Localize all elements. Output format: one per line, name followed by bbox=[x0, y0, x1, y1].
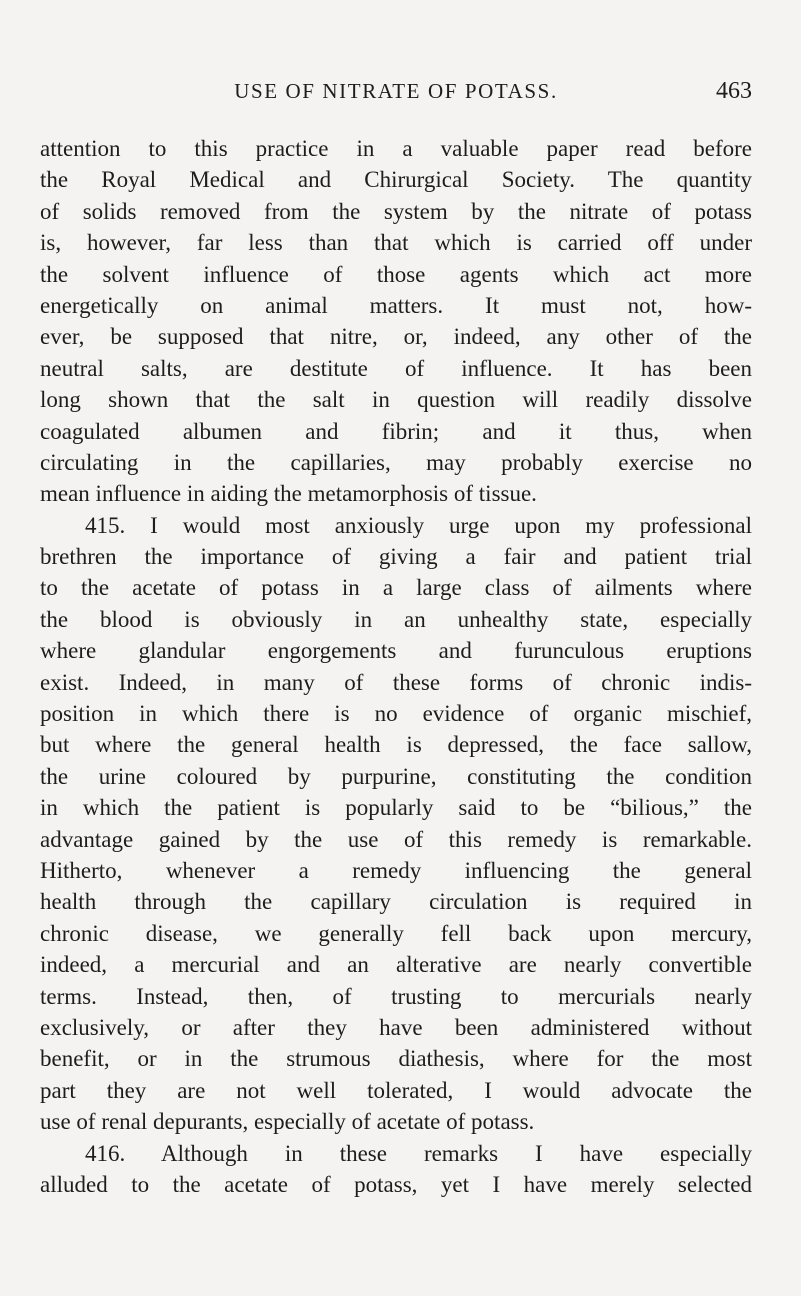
text-line: advantage gained by the use of this remedy is remarkable. bbox=[40, 826, 752, 852]
text-line: exist. Indeed, in many of these forms of chronic indis- bbox=[40, 669, 752, 695]
text-line: terms. Instead, then, of trusting to mercurials nearly bbox=[40, 983, 752, 1009]
body-text bbox=[40, 133, 752, 1200]
text-line: the Royal Medical and Chirurgical Society. The quantity bbox=[40, 167, 752, 193]
text-line: the blood is obviously in an unhealthy state, especially bbox=[40, 606, 752, 632]
text-line: of solids removed from the system by the nitrate of potass bbox=[40, 198, 752, 224]
text-line: neutral salts, are destitute of influence. It has been bbox=[40, 355, 752, 381]
page-number: 463 bbox=[716, 78, 752, 104]
text-line: circulating in the capillaries, may probably exercise no bbox=[40, 449, 752, 475]
text-line: is, however, far less than that which is carried off under bbox=[40, 230, 752, 256]
text-line: long shown that the salt in question will readily dissolve bbox=[40, 387, 752, 413]
text-line: part they are not well tolerated, I would advocate the bbox=[40, 1077, 752, 1103]
text-line: to the acetate of potass in a large class of ailments where bbox=[40, 575, 752, 601]
text-line: 416. Although in these remarks I have especially bbox=[85, 1140, 752, 1166]
text-line: Hitherto, whenever a remedy influencing the general bbox=[40, 857, 752, 883]
text-line: the solvent influence of those agents which act more bbox=[40, 261, 752, 287]
text-line: but where the general health is depressed, the face sallow, bbox=[40, 732, 752, 758]
text-line: where glandular engorgements and furunculous eruptions bbox=[40, 638, 752, 664]
running-head bbox=[40, 76, 752, 106]
text-line: chronic disease, we generally fell back upon mercury, bbox=[40, 920, 752, 946]
text-line: 415. I would most anxiously urge upon my professional bbox=[85, 512, 752, 538]
text-line: brethren the importance of giving a fair and patient trial bbox=[40, 544, 752, 570]
running-title: USE OF NITRATE OF POTASS. bbox=[234, 79, 558, 103]
text-line: health through the capillary circulation is required in bbox=[40, 889, 752, 915]
text-line: energetically on animal matters. It must not, how- bbox=[40, 292, 752, 318]
text-line: alluded to the acetate of potass, yet I have merely selected bbox=[40, 1171, 752, 1197]
text-line: attention to this practice in a valuable paper read before bbox=[40, 136, 752, 161]
text-line: mean influence in aiding the metamorphosis of tissue. bbox=[40, 481, 537, 507]
text-line: use of renal depurants, especially of acetate of potass. bbox=[40, 1109, 535, 1135]
text-line: coagulated albumen and fibrin; and it thus, when bbox=[40, 418, 752, 444]
text-line: position in which there is no evidence of organic mischief, bbox=[40, 701, 752, 727]
text-line: exclusively, or after they have been administered without bbox=[40, 1014, 752, 1040]
text-line: indeed, a mercurial and an alterative are nearly convertible bbox=[40, 952, 752, 978]
text-line: the urine coloured by purpurine, constituting the condition bbox=[40, 763, 752, 789]
text-line: ever, be supposed that nitre, or, indeed, any other of the bbox=[40, 324, 752, 350]
text-line: in which the patient is popularly said to be “bilious,” the bbox=[40, 795, 752, 821]
text-line: benefit, or in the strumous diathesis, where for the most bbox=[40, 1046, 752, 1072]
